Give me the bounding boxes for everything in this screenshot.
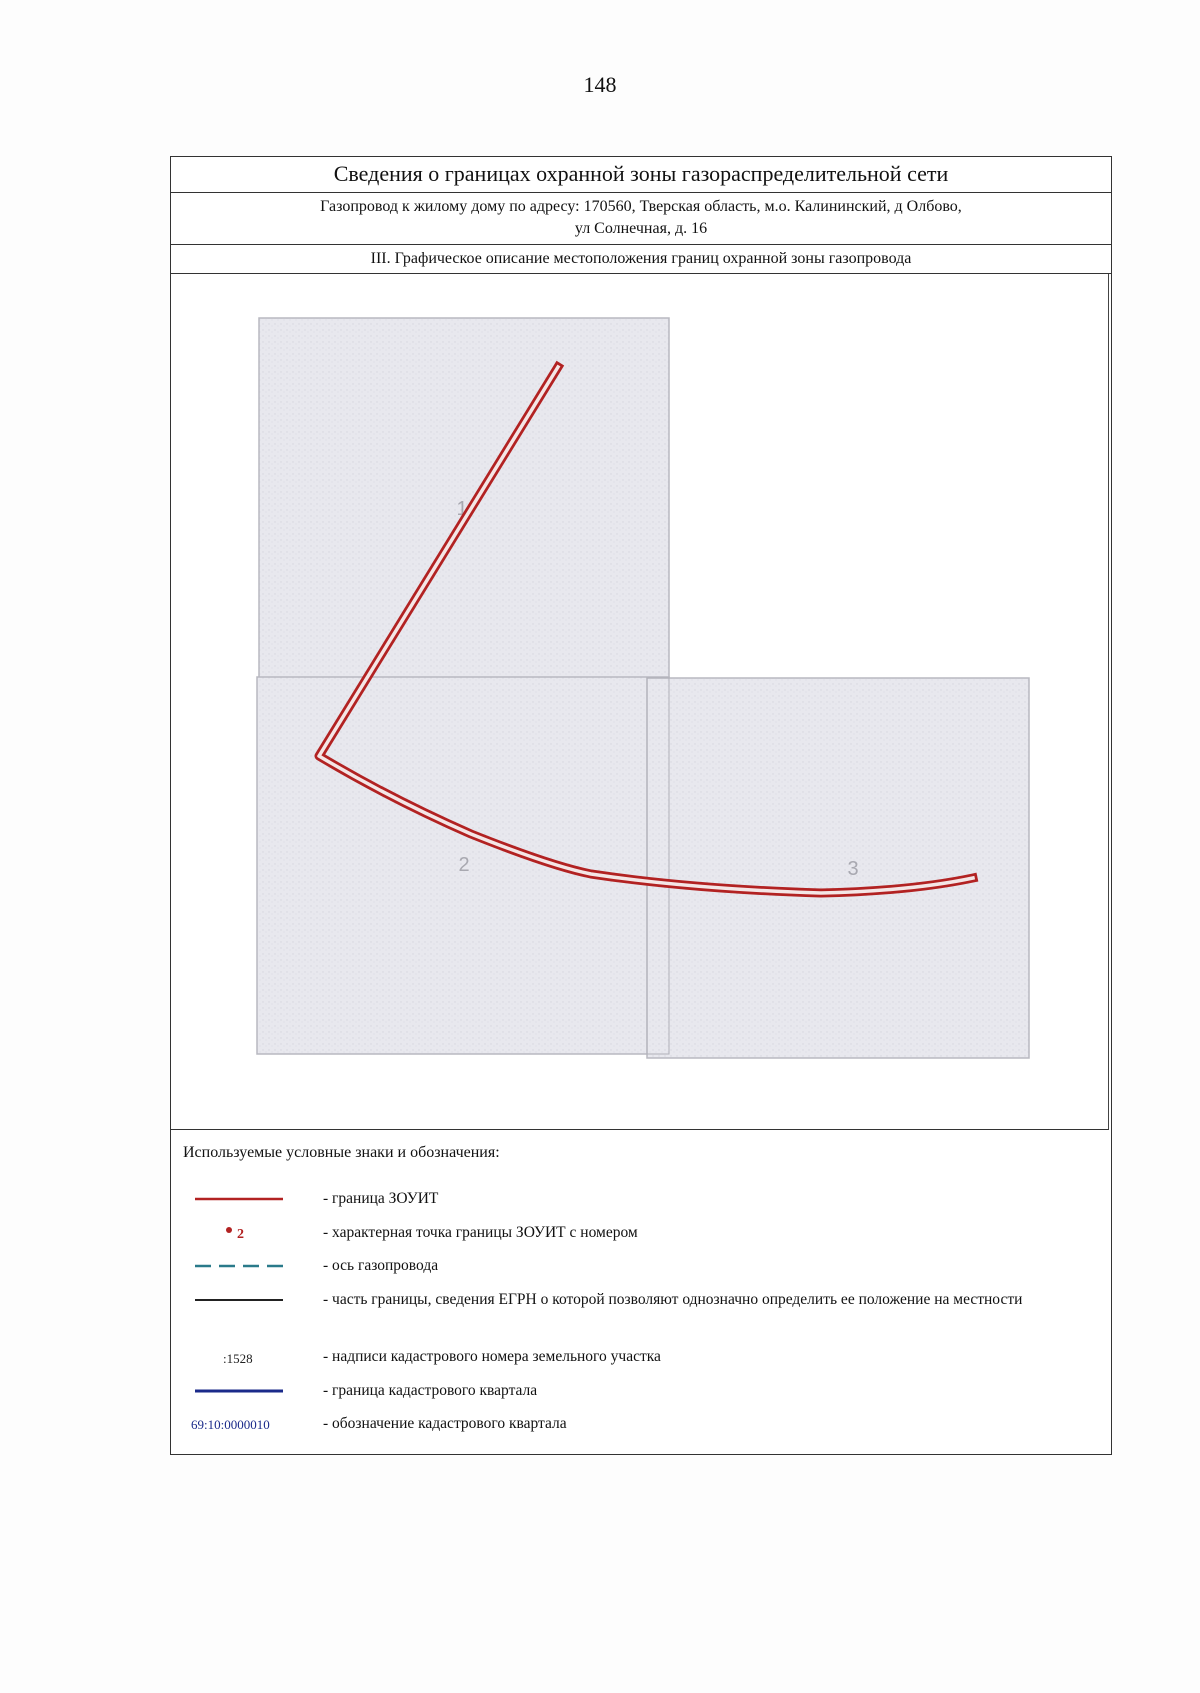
teal-dashed-line-icon	[187, 1251, 297, 1281]
legend-text-parcel-number: - надписи кадастрового номера земельного участка	[323, 1348, 661, 1365]
legend-text-characteristic-point: - характерная точка границы ЗОУИТ с номером	[323, 1224, 638, 1241]
legend-text-zone-boundary: - граница ЗОУИТ	[323, 1190, 439, 1207]
map-sheet-label-1: 1	[456, 498, 468, 520]
document-title: Сведения о границах охранной зоны газораспределительной сети	[171, 157, 1111, 193]
page-number: 148	[583, 72, 617, 97]
map-sheet-label-2: 2	[458, 854, 470, 876]
section-title: III. Графическое описание местоположения границ охранной зоны газопровода	[171, 245, 1111, 274]
legend-item-parcel-number	[171, 1342, 1111, 1372]
red-line-icon	[187, 1184, 297, 1214]
map-sheet-label-3: 3	[847, 858, 859, 880]
red-point-icon	[187, 1218, 297, 1248]
legend	[171, 1130, 1111, 1450]
legend-item-characteristic-point	[171, 1218, 1111, 1248]
parcel-number-symbol	[187, 1342, 297, 1372]
map-sheet-3	[647, 678, 1029, 1058]
legend-item-zone-boundary	[171, 1184, 1111, 1214]
document-frame	[170, 156, 1112, 1455]
red-point-number: 2	[237, 1227, 244, 1242]
quarter-label-symbol	[187, 1409, 297, 1439]
legend-text-pipeline-axis: - ось газопровода	[323, 1257, 439, 1274]
quarter-label-sample: 69:10:0000010	[191, 1417, 270, 1432]
map-canvas	[171, 274, 1109, 1130]
legend-item-quarter-label	[171, 1409, 1111, 1439]
object-description-line-2: ул Солнечная, д. 16	[574, 220, 708, 237]
parcel-number-sample: :1528	[223, 1351, 253, 1366]
legend-item-egrn-boundary	[171, 1285, 1111, 1335]
legend-text-quarter-boundary: - граница кадастрового квартала	[323, 1382, 538, 1399]
legend-text-egrn-boundary: - часть границы, сведения ЕГРН о которой позволяют однозначно определить ее положение на местности	[323, 1291, 1023, 1308]
map-area	[171, 274, 1109, 1130]
legend-title: Используемые условные знаки и обозначения:	[183, 1144, 500, 1161]
blue-line-icon	[187, 1376, 297, 1406]
legend-text-quarter-label: - обозначение кадастрового квартала	[323, 1415, 567, 1432]
object-description-line-1: Газопровод к жилому дому по адресу: 170560, Тверская область, м.о. Калининский, д Олбово,	[320, 198, 962, 215]
black-line-icon	[187, 1285, 297, 1315]
legend-item-pipeline-axis	[171, 1251, 1111, 1281]
legend-item-quarter-boundary	[171, 1376, 1111, 1406]
object-description	[171, 193, 1111, 245]
